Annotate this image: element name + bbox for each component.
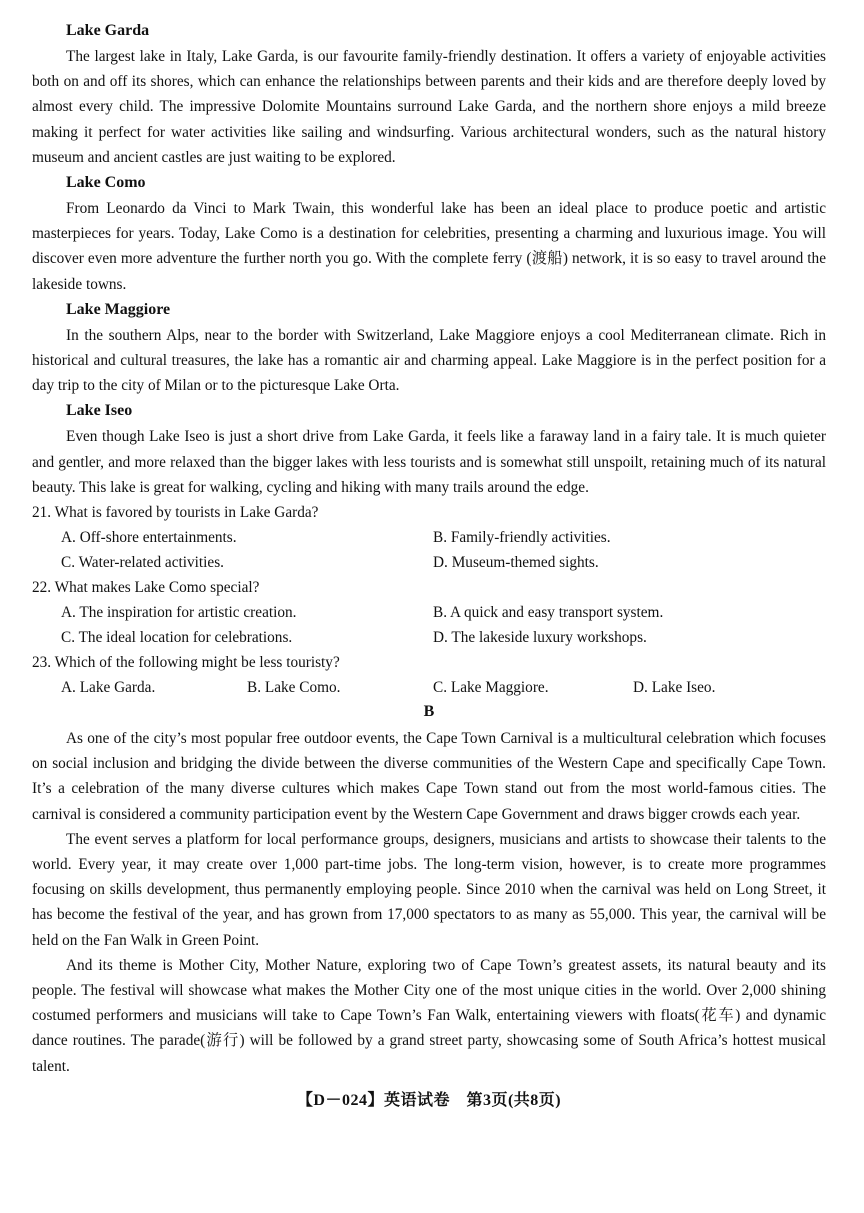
page-footer: 【D－024】英语试卷 第3页(共8页): [296, 1091, 562, 1109]
passage-b-paragraph: As one of the city’s most popular free outdoor events, the Cape Town Carnival is a multicultural celebration which focuses on social inclusion and bridging the divide between the diverse communities of the Western Cape and specifically Cape Town. It’s a celebration of the many diverse cultures which makes Cape Town stand out from the most world-famous cities. The carnival is considered a community participation event by the Western Cape Government and draws bigger crowds each year.: [32, 730, 826, 823]
section-heading: Lake Iseo: [66, 402, 133, 420]
lake-iseo-section: [32, 398, 826, 500]
question-stem: 23. Which of the following might be less touristy?: [32, 654, 340, 672]
section-b-label: B: [423, 703, 435, 721]
lake-maggiore-section: [32, 297, 826, 399]
option-c: C. Water-related activities.: [61, 554, 224, 572]
question-options: [61, 675, 826, 700]
question-23: [32, 650, 826, 700]
exam-page: [32, 18, 826, 1110]
question-22: [32, 575, 826, 650]
option-b: B. Lake Como.: [247, 679, 341, 697]
lake-como-section: [32, 170, 826, 297]
section-paragraph: The largest lake in Italy, Lake Garda, is our favourite family-friendly destination. It offers a variety of enjoyable activities both on and off its shores, which can enhance the relationships between parents and their kids and are therefore deeply loved by almost every child. The impressive Dolomite Mountains surround Lake Garda, and the northern shore enjoys a mild breeze making it perfect for water activities like sailing and windsurfing. Various architectural wonders, such as the natural history museum and ancient castles are just waiting to be explored.: [32, 48, 826, 166]
option-d: D. Museum-themed sights.: [433, 554, 599, 572]
option-c: C. The ideal location for celebrations.: [61, 629, 293, 647]
option-a: A. Lake Garda.: [61, 679, 156, 697]
passage-b-paragraph: The event serves a platform for local performance groups, designers, musicians and artists to showcase their talents to the world. Every year, it may create over 1,000 part-time jobs. The long-term vision, however, is to create more programmes focusing on skills development, thus permanently employing people. Since 2010 when the carnival was held on Long Street, it has become the festival of the year, and has grown from 17,000 spectators to as many as 55,000. This year, the carnival will be held on the Fan Walk in Green Point.: [32, 830, 826, 949]
section-heading: Lake Garda: [66, 22, 150, 39]
lake-garda-section: [32, 18, 826, 170]
option-b: B. A quick and easy transport system.: [433, 604, 664, 622]
option-a: A. The inspiration for artistic creation.: [61, 604, 297, 622]
option-d: D. The lakeside luxury workshops.: [433, 629, 647, 647]
option-b: B. Family-friendly activities.: [433, 529, 611, 547]
question-stem: 22. What makes Lake Como special?: [32, 579, 260, 597]
question-21: [32, 500, 826, 575]
section-paragraph: In the southern Alps, near to the border with Switzerland, Lake Maggiore enjoys a cool Mediterranean climate. Rich in historical and cultural treasures, the lake has a romantic air and charming appeal. Lake Maggiore is in the perfect position for a day trip to the city of Milan or to the picturesque Lake Orta.: [32, 326, 826, 395]
option-c: C. Lake Maggiore.: [433, 679, 549, 697]
option-d: D. Lake Iseo.: [633, 679, 716, 697]
section-paragraph: From Leonardo da Vinci to Mark Twain, this wonderful lake has been an ideal place to produce poetic and artistic masterpieces for years. Today, Lake Como is a destination for celebrities, presenting a charming and luxurious image. You will discover even more adventure the further north you go. With the complete ferry (渡船) network, it is so easy to travel around the lakeside towns.: [32, 200, 826, 293]
option-a: A. Off-shore entertainments.: [61, 529, 237, 547]
question-stem: 21. What is favored by tourists in Lake Garda?: [32, 504, 319, 522]
question-options: [61, 600, 826, 650]
section-paragraph: Even though Lake Iseo is just a short drive from Lake Garda, it feels like a faraway land in a fairy tale. It is much quieter and gentler, and more relaxed than the bigger lakes with less tourists and is somewhat still unspoilt, retaining much of its natural beauty. This lake is great for walking, cycling and hiking with many trails around the edge.: [32, 428, 826, 496]
passage-b-paragraph: And its theme is Mother City, Mother Nature, exploring two of Cape Town’s greatest assets, its natural beauty and its people. The festival will showcase what makes the Mother City one of the most unique cities in the world. Over 2,000 shining costumed performers and musicians will take to Cape Town’s Fan Walk, entertaining viewers with floats(花车) and dynamic dance routines. The parade(游行) will be followed by a grand street party, showcasing some of South Africa’s hottest musical talent.: [32, 956, 826, 1075]
section-heading: Lake Maggiore: [66, 300, 171, 318]
question-options: [61, 525, 826, 575]
section-heading: Lake Como: [66, 174, 146, 192]
